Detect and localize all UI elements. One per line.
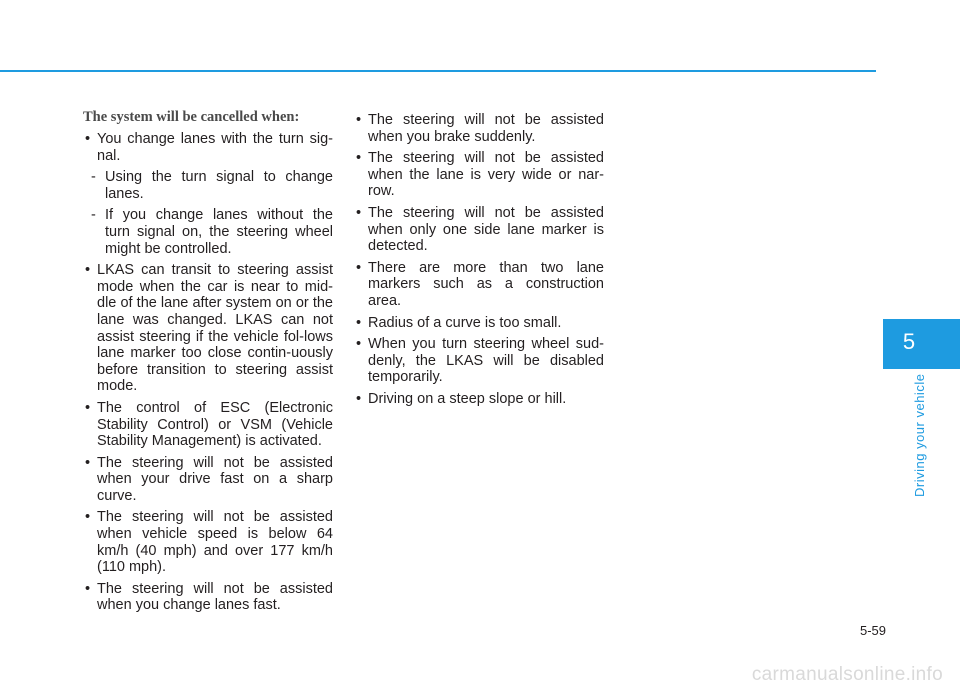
list-item: • The steering will not be assisted when only one side lane marker is detected. xyxy=(354,205,604,255)
list-item: • Driving on a steep slope or hill. xyxy=(354,391,604,408)
page-number: 5-59 xyxy=(859,623,886,638)
left-bullet-list xyxy=(83,131,333,614)
section-heading: The system will be cancelled when: xyxy=(83,109,300,125)
left-column xyxy=(83,109,333,619)
list-item: • LKAS can transit to steering assist mode when the car is near to mid-dle of the lane after system on or the lane was changed. LKAS can not assist steering if the vehicle fol-lows lane marker too close contin-uously before transition to steering assist mode. xyxy=(83,262,333,395)
sub-list-item: - If you change lanes without the turn signal on, the steering wheel might be controlled. xyxy=(83,207,333,257)
list-item: • The steering will not be assisted when vehicle speed is below 64 km/h (40 mph) and over 177 km/h (110 mph). xyxy=(83,509,333,575)
right-bullet-list xyxy=(354,112,604,408)
list-item xyxy=(83,131,333,257)
list-item: • The steering will not be assisted when the lane is very wide or nar-row. xyxy=(354,150,604,200)
header-rule xyxy=(0,70,876,72)
right-column xyxy=(354,112,604,413)
chapter-number: 5 xyxy=(902,329,916,354)
list-item: • The steering will not be assisted when you brake suddenly. xyxy=(354,112,604,145)
sub-list-item: - Using the turn signal to change lanes. xyxy=(83,169,333,202)
sub-list xyxy=(97,169,333,257)
list-item: • The steering will not be assisted when you change lanes fast. xyxy=(83,581,333,614)
list-item: • Radius of a curve is too small. xyxy=(354,315,604,332)
list-item-text: You change lanes with the turn sig-nal. xyxy=(97,131,333,164)
chapter-tab xyxy=(883,319,960,369)
list-item: • The control of ESC (Electronic Stability Control) or VSM (Vehicle Stability Management) is activated. xyxy=(83,400,333,450)
list-item: • There are more than two lane markers such as a construction area. xyxy=(354,260,604,310)
footer-watermark: carmanualsonline.info xyxy=(751,664,943,685)
list-item: • The steering will not be assisted when your drive fast on a sharp curve. xyxy=(83,455,333,505)
chapter-title: Driving your vehicle xyxy=(912,373,927,497)
list-item: • When you turn steering wheel sud-denly, the LKAS will be disabled temporarily. xyxy=(354,336,604,386)
